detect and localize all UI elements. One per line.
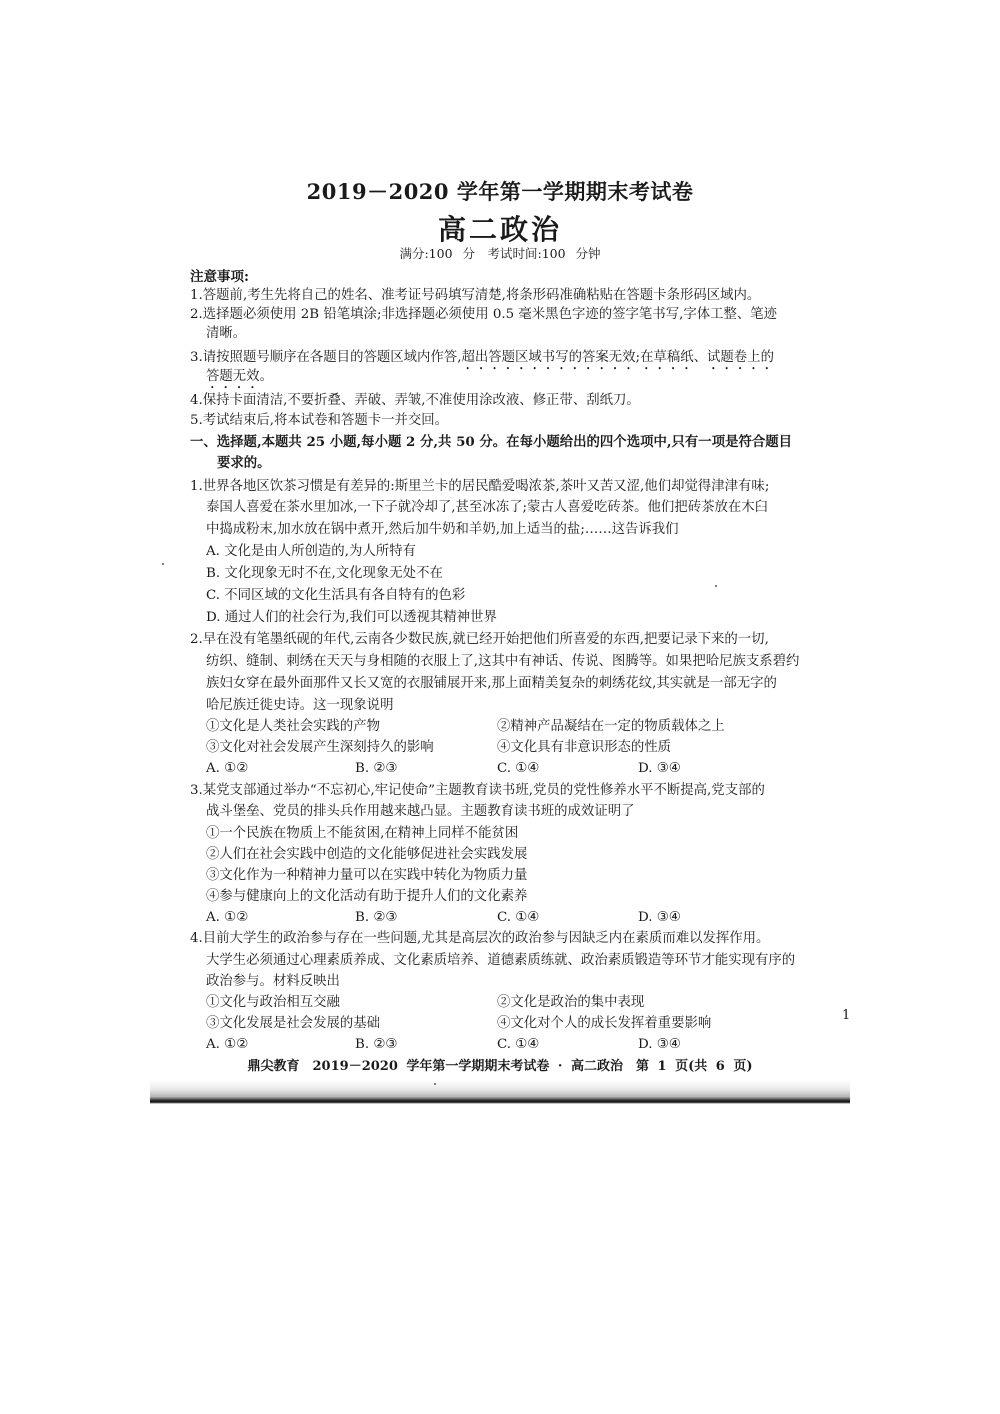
choice-a: A. ①②	[206, 761, 249, 776]
statement-4: ④文化具有非意识形态的性质	[497, 740, 672, 755]
notice-item-3-cont	[206, 368, 273, 392]
question-text: 泰国人喜爱在茶水里加冰,一下子就冷却了,甚至冰冻了;蒙古人喜爱吃砖茶。他们把砖茶放在木臼	[206, 500, 769, 515]
option-d: D. 通过人们的社会行为,我们可以透视其精神世界	[206, 610, 497, 625]
scan-speck	[434, 1083, 436, 1085]
emphasis-text: 在草稿纸、试题卷上的	[640, 350, 774, 365]
notice-num: 1.	[190, 288, 203, 303]
question-2-stem	[190, 631, 769, 649]
page-footer: 鼎尖教育 2019－2020 学年第一学期期末考试卷 · 高二政治 第 1 页(共 6 页)	[247, 1059, 753, 1074]
exam-title: 2019－2020 学年第一学期期末考试卷	[306, 179, 694, 204]
exam-subject: 高二政治	[437, 213, 562, 246]
statement-2: ②精神产品凝结在一定的物质载体之上	[497, 719, 725, 734]
notice-text: 请按照题号顺序在各题目的答题区域内作答,	[202, 350, 462, 365]
notice-num: 5.	[190, 413, 203, 428]
statement-1: ①一个民族在物质上不能贫困,在精神上同样不能贫困	[206, 826, 519, 841]
notice-item-5	[190, 412, 448, 430]
emphasis-text: 超出答题区域书写的答案无效	[461, 350, 636, 365]
statement-4: ④参与健康向上的文化活动有助于提升人们的文化素养	[206, 889, 528, 904]
choice-a: A. ①②	[206, 910, 249, 925]
statement-3: ③文化作为一种精神力量可以在实践中转化为物质力量	[206, 868, 528, 883]
question-text: 哈尼族迁徙史诗。这一现象说明	[206, 698, 394, 713]
question-number: 1.	[190, 479, 203, 494]
option-b: B. 文化现象无时不在,文化现象无处不在	[206, 566, 443, 581]
exam-meta: 满分:100 分 考试时间:100 分钟	[399, 246, 601, 261]
notice-text: 选择题必须使用 2B 铅笔填涂;非选择题必须使用 0.5 毫米黑色字迹的签字笔书写,字体工整、笔迹	[202, 307, 778, 322]
question-text: 大学生必须通过心理素质养成、文化素质培养、道德素质练就、政治素质锻造等环节才能实现有序的	[206, 953, 796, 968]
statement-3: ③文化发展是社会发展的基础	[206, 1016, 381, 1031]
question-number: 4.	[190, 931, 203, 946]
notice-item-1	[190, 287, 760, 305]
notice-text: 保持卡面清洁,不要折叠、弄破、弄皱,不准使用涂改液、修正带、刮纸刀。	[202, 393, 640, 408]
scan-speck	[162, 563, 164, 565]
option-c: C. 不同区域的文化生活具有各自特有的色彩	[206, 588, 466, 603]
statement-3: ③文化对社会发展产生深刻持久的影响	[206, 740, 434, 755]
notice-text: 考试结束后,将本试卷和答题卡一并交回。	[202, 413, 449, 428]
statement-4: ④文化对个人的成长发挥着重要影响	[497, 1016, 712, 1031]
notice-text: 答题前,考生先将自己的姓名、准考证号码填写清楚,将条形码准确粘贴在答题卡条形码区域内。	[202, 288, 761, 303]
notice-text: ;	[635, 350, 641, 365]
question-4-stem	[190, 930, 769, 948]
notice-num: 3.	[190, 350, 203, 365]
choice-a: A. ①②	[206, 1037, 249, 1052]
question-text: 中捣成粉末,加水放在锅中煮开,然后加牛奶和羊奶,加上适当的盐;……这告诉我们	[206, 522, 679, 537]
choice-d: D. ③④	[638, 761, 681, 776]
section-heading-cont: 要求的。	[217, 455, 271, 471]
choice-c: C. ①④	[497, 910, 540, 925]
emphasis-text: 答题无效	[206, 369, 260, 384]
question-number: 2.	[190, 632, 203, 647]
choice-b: B. ②③	[355, 761, 398, 776]
statement-2: ②人们在社会实践中创造的文化能够促进社会实践发展	[206, 847, 528, 862]
margin-page-number: 1	[842, 1008, 851, 1023]
choice-c: C. ①④	[497, 761, 540, 776]
question-text: 政治参与。材料反映出	[206, 974, 340, 989]
choice-b: B. ②③	[355, 1037, 398, 1052]
notice-item-2	[190, 306, 777, 324]
question-text: 纺织、缝制、刺绣在天天与身相随的衣服上了,这其中有神话、传说、图腾等。如果把哈尼族支系碧约	[206, 654, 800, 669]
question-text: 目前大学生的政治参与存在一些问题,尤其是高层次的政治参与因缺乏内在素质而难以发挥作用。	[202, 931, 770, 946]
choice-c: C. ①④	[497, 1037, 540, 1052]
choice-d: D. ③④	[638, 910, 681, 925]
notice-text: 。	[259, 369, 273, 384]
question-text: 早在没有笔墨纸砚的年代,云南各少数民族,就已经开始把他们所喜爱的东西,把要记录下来的一切,	[202, 632, 769, 647]
notice-heading: 注意事项:	[190, 269, 249, 285]
notice-item-4	[190, 392, 640, 410]
choice-d: D. ③④	[638, 1037, 681, 1052]
choice-b: B. ②③	[355, 910, 398, 925]
question-number: 3.	[190, 783, 203, 798]
question-text: 族妇女穿在最外面那件又长又宽的衣服铺展开来,那上面精美复杂的刺绣花纹,其实就是一部无字的	[206, 676, 777, 691]
question-text: 战斗堡垒、党员的排头兵作用越来越凸显。主题教育读书班的成效证明了	[206, 804, 635, 819]
notice-num: 2.	[190, 307, 203, 322]
section-heading: 一、选择题,本题共 25 小题,每小题 2 分,共 50 分。在每小题给出的四个选项中,只有一项是符合题目	[190, 434, 793, 450]
notice-num: 4.	[190, 393, 203, 408]
notice-item-3	[190, 349, 774, 373]
question-3-stem	[190, 782, 765, 800]
question-1-stem	[190, 478, 769, 496]
question-text: 某党支部通过举办“不忘初心,牢记使命”主题教育读书班,党员的党性修养水平不断提高,党支部的	[202, 783, 765, 798]
statement-1: ①文化是人类社会实践的产物	[206, 719, 381, 734]
notice-item-2-cont: 清晰。	[206, 326, 247, 341]
statement-1: ①文化与政治相互交融	[206, 995, 340, 1010]
scan-edge-shadow	[150, 1080, 850, 1104]
statement-2: ②文化是政治的集中表现	[497, 995, 645, 1010]
question-text: 世界各地区饮茶习惯是有差异的:斯里兰卡的居民酷爱喝浓茶,茶叶又苦又涩,他们却觉得津津有味;	[202, 479, 770, 494]
scan-speck	[715, 585, 717, 587]
option-a: A. 文化是由人所创造的,为人所特有	[206, 544, 416, 559]
